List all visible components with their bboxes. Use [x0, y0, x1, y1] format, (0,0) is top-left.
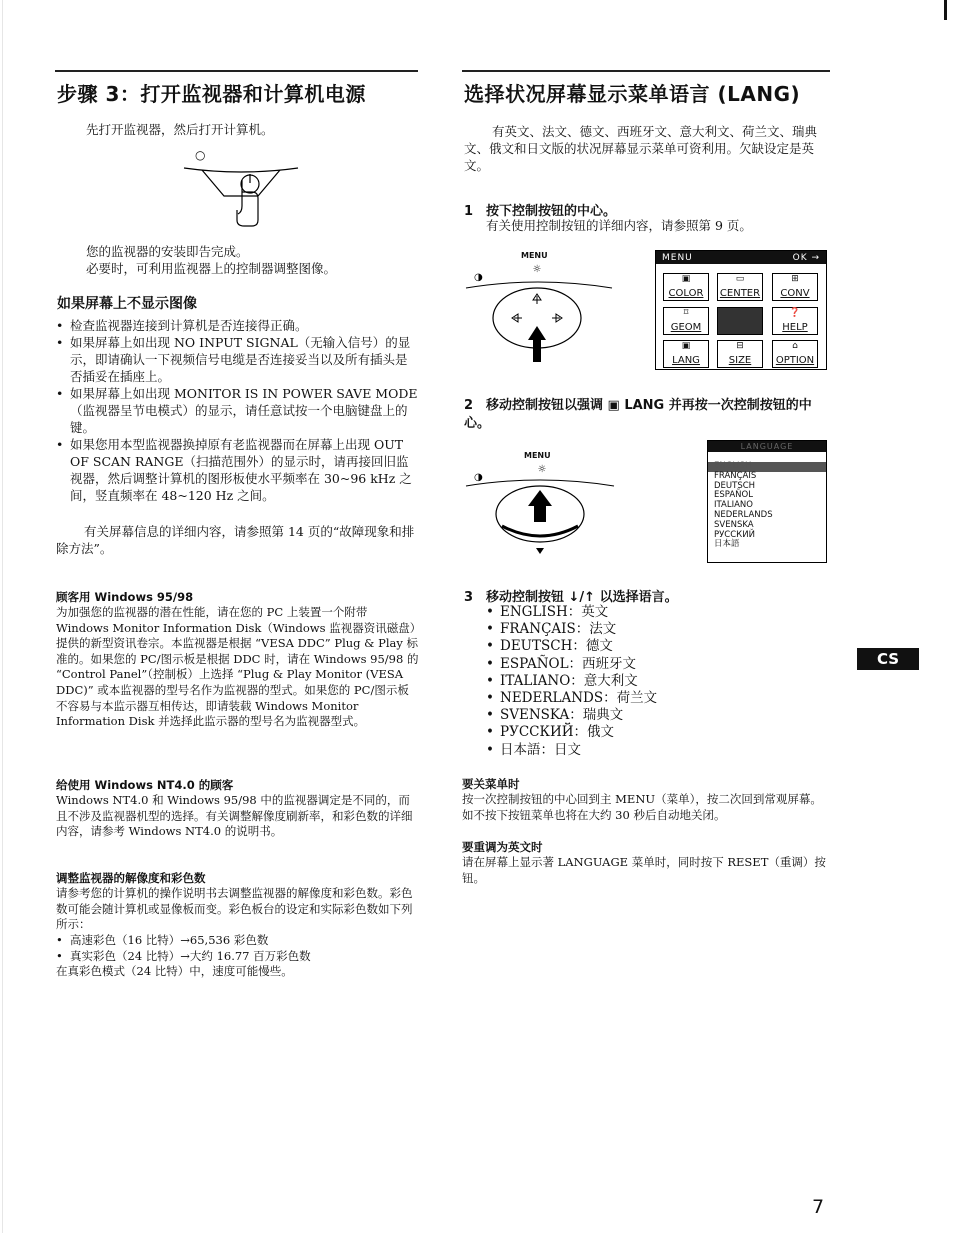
left-title-rule [55, 70, 418, 72]
language-option[interactable]: FRANÇAIS [714, 470, 757, 481]
language-option[interactable]: РУССКИЙ [714, 529, 755, 540]
menu-item-color[interactable]: ▣ COLOR [663, 273, 709, 301]
menu-item-highlighted[interactable] [717, 307, 763, 335]
language-option[interactable]: ITALIANO [714, 500, 753, 511]
nt4-heading: 给使用 Windows NT4.0 的顾客 [56, 778, 234, 792]
power-symbol: ○ [195, 148, 206, 162]
menu-item-geom[interactable]: ⌑ GEOM [663, 307, 709, 335]
osd-main-menu [655, 250, 827, 370]
list-item: • 如果屏幕上如出现 MONITOR IS IN POWER SAVE MODE（监视器呈节电模式）的显示，请任意试按一个电脑键盘上的键。 [56, 385, 419, 436]
menu-item-lang[interactable]: ▣ LANG [663, 340, 709, 368]
help-icon: ❓ [789, 308, 801, 318]
reset-heading: 要重调为英文时 [462, 840, 543, 854]
svg-text:◑: ◑ [474, 472, 483, 483]
center-icon: ▭ [735, 274, 745, 284]
osd-menu-titlebar [656, 251, 826, 264]
lang-icon: ▣ [681, 341, 691, 351]
control-button-move-illustration [462, 460, 617, 560]
list-item: • РУССКИЙ：俄文 [486, 724, 816, 741]
setup-complete-text: 您的监视器的安装即告完成。 [86, 244, 249, 259]
menu-item-help[interactable]: ❓ HELP [772, 307, 818, 335]
language-option[interactable]: NEDERLANDS [714, 509, 773, 520]
true-color-note: 在真彩色模式（24 比特）中，速度可能慢些。 [56, 964, 293, 978]
list-item: • ITALIANO：意大利文 [486, 673, 816, 690]
list-item: • 如果您用本型监视器换掉原有老监视器而在屏幕上出现 OUT OF SCAN RANGE（扫描范围外）的显示时，请再接回旧监视器，然后调整计算机的图形板使水平频率在 30~96 kHz 之间，竖直频率在 48~120 Hz 之间。 [56, 436, 419, 504]
list-item: • ENGLISH：英文 [486, 604, 816, 621]
menu-item-center[interactable]: ▭ CENTER [717, 273, 763, 301]
svg-text:☼: ☼ [537, 464, 547, 475]
menu-item-size[interactable]: ⊟ SIZE [717, 340, 763, 368]
osd-menu-title: MENU [662, 252, 693, 263]
margin-line [2, 0, 3, 1233]
menu-item-conv[interactable]: ⊞ CONV [772, 273, 818, 301]
svg-text:☼: ☼ [532, 264, 542, 275]
color-depth-list [56, 933, 419, 964]
close-menu-body: 按一次控制按钮的中心回到主 MENU（菜单），按二次回到常观屏幕。如不按下按钮菜单也将在大约 30 秒后自动地关闭。 [462, 792, 822, 822]
close-menu-heading: 要关菜单时 [462, 777, 520, 791]
conv-icon: ⊞ [791, 274, 799, 284]
osd-menu-ok: OK → [792, 252, 820, 263]
nt4-body: Windows NT4.0 和 Windows 95/98 中的监视器调定是不同的，而且不涉及监视器机型的选择。有关调整解像度刷新率，和彩色数的详细内容，请参考 Windows NT4.0 的说明书。 [56, 793, 413, 839]
resolution-body: 请参考您的计算机的操作说明书去调整监视器的解像度和彩色数。彩色数可能会随计算机或显像板而变。彩色板台的设定和实际彩色数如下列所示： [56, 886, 413, 932]
list-item: • NEDERLANDS：荷兰文 [486, 690, 816, 707]
list-item: • 高速彩色（16 比特）→65,536 彩色数 [56, 933, 419, 949]
language-intro: 有英文、法文、德文、西班牙文、意大利文、荷兰文、瑞典文、俄文和日文版的状况屏幕显示菜单可资利用。欠缺设定是英文。 [464, 124, 818, 173]
right-title-rule [462, 70, 830, 72]
power-button-illustration [182, 162, 300, 232]
right-title: 选择状况屏幕显示菜单语言 (LANG) [464, 82, 801, 106]
win95-body: 为加强您的监视器的潜在性能，请在您的 PC 上装置一个附带 Windows Monitor Information Disk（Windows 监视器资讯磁盘）提供的新型资讯卷宗。本监视器是根据 “VESA DDC” Plug & Play 标准的。如果您的 PC/图示板是根据 DDC 时，请在 Windows 95/98 的 “Control Panel”（控制板）上选择 “Plug & Play Monitor (VESA DDC)” 或本监视器的型号名作为监视器的型式。如果您的 PC/图示板不容易与本监示器互相传达，即请装载 Windows Monitor Information Disk 并选择此监示器的型号名为监视器型式。 [56, 605, 419, 729]
page-number: 7 [812, 1196, 825, 1218]
menu-item-option[interactable]: ⌂ OPTION [772, 340, 818, 368]
language-option[interactable]: DEUTSCH [714, 480, 756, 491]
geom-icon: ⌑ [683, 308, 689, 318]
step-3: 3 移动控制按钮 ↓/↑ 以选择语言。 [464, 590, 678, 605]
adjust-hint-text: 必要时，可利用监视器上的控制器调整图像。 [86, 261, 337, 276]
list-item: • FRANÇAIS：法文 [486, 621, 816, 638]
no-image-heading: 如果屏幕上不显示图像 [57, 296, 197, 312]
list-item: • DEUTSCH：德文 [486, 638, 816, 655]
win95-heading: 顾客用 Windows 95/98 [56, 590, 194, 604]
list-item: • SVENSKA：瑞典文 [486, 707, 816, 724]
list-item: • ESPAÑOL：西班牙文 [486, 656, 816, 673]
list-item: • 真实彩色（24 比特）→大约 16.77 百万彩色数 [56, 949, 419, 965]
size-icon: ⊟ [736, 341, 744, 351]
no-image-checklist [56, 317, 419, 504]
language-option[interactable]: 日本語 [714, 539, 740, 550]
language-option-highlighted[interactable]: ENGLISH [708, 462, 826, 472]
resolution-heading: 调整监视器的解像度和彩色数 [56, 871, 206, 885]
language-list [486, 604, 816, 759]
osd-language-title: LANGUAGE [708, 441, 826, 452]
osd-language-menu [707, 440, 827, 563]
list-item: • 检查监视器连接到计算机是否连接得正确。 [56, 317, 419, 334]
language-option[interactable]: ESPAÑOL [714, 490, 753, 501]
step-1-detail: 有关使用控制按钮的详细内容，请参照第 9 页。 [486, 218, 752, 233]
control-button-press-illustration [462, 260, 617, 370]
section-tab-cs: CS [857, 648, 919, 670]
more-info-text: 有关屏幕信息的详细内容，请参照第 14 页的“故障现象和排除方法”。 [56, 524, 415, 556]
menu-label-2: MENU [524, 451, 551, 460]
svg-text:◑: ◑ [474, 272, 483, 283]
step-2: 2 移动控制按钮以强调 ▣ LANG 并再按一次控制按钮的中心。 [464, 398, 812, 431]
reset-body: 请在屏幕上显示著 LANGUAGE 菜单时，同时按下 RESET（重调）按钮。 [462, 855, 826, 885]
power-on-instruction: 先打开监视器，然后打开计算机。 [86, 122, 274, 137]
step-1: 1 按下控制按钮的中心。 [464, 204, 617, 219]
language-option[interactable]: SVENSKA [714, 519, 754, 530]
edge-mark [944, 0, 947, 20]
left-title: 步骤 3：打开监视器和计算机电源 [57, 82, 366, 106]
menu-label: MENU [521, 251, 548, 260]
list-item: • 如果屏幕上如出现 NO INPUT SIGNAL（无输入信号）的显示，即请确认一下视频信号电缆是否连接妥当以及所有插头是否插妥在插座上。 [56, 334, 419, 385]
color-icon: ▣ [681, 274, 691, 284]
option-icon: ⌂ [792, 341, 798, 351]
list-item: • 日本語：日文 [486, 742, 816, 759]
